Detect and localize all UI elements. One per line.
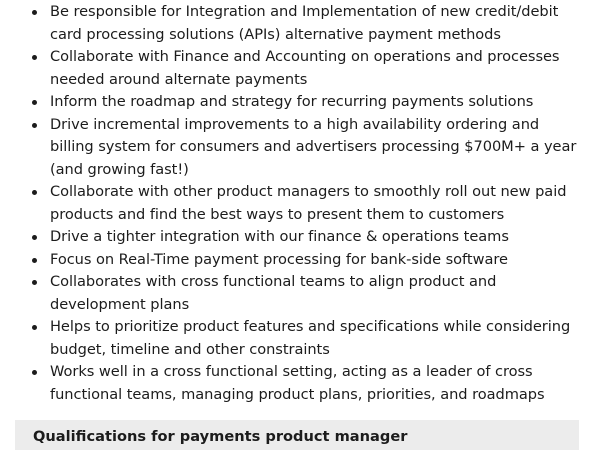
list-item-text: Focus on Real-Time payment processing for bank-side software	[50, 250, 508, 268]
list-item	[32, 316, 582, 361]
list-item-text: Helps to prioritize product features and specifications while considering budget, timeline and other constraints	[50, 318, 571, 358]
bullet-icon	[32, 325, 37, 330]
bullet-icon	[32, 370, 37, 375]
bullet-icon	[32, 55, 37, 60]
qualifications-section-header	[15, 420, 579, 450]
list-item	[32, 46, 582, 91]
list-item-text: Works well in a cross functional setting, acting as a leader of cross functional teams, managing product plans, priorities, and roadmaps	[50, 363, 545, 403]
qualifications-heading: Qualifications for payments product manager	[33, 428, 408, 445]
bullet-icon	[32, 123, 37, 128]
list-item-text: Drive a tighter integration with our finance & operations teams	[50, 228, 509, 245]
bullet-icon	[32, 258, 37, 263]
list-item	[32, 249, 582, 272]
list-item	[32, 361, 582, 406]
list-item-text: Collaborate with Finance and Accounting on operations and processes needed around alternate payments	[50, 48, 560, 88]
list-item-text: Collaborates with cross functional teams to align product and development plans	[50, 273, 497, 313]
list-item	[32, 91, 582, 114]
bullet-icon	[32, 280, 37, 285]
bullet-icon	[32, 190, 37, 195]
bullet-icon	[32, 235, 37, 240]
list-item	[32, 1, 582, 46]
bullet-icon	[32, 10, 37, 15]
responsibilities-list	[32, 1, 582, 406]
bullet-icon	[32, 100, 37, 105]
list-item	[32, 226, 582, 249]
list-item	[32, 181, 582, 226]
list-item-text: Inform the roadmap and strategy for recurring payments solutions	[50, 93, 534, 110]
list-item	[32, 271, 582, 316]
list-item	[32, 114, 582, 182]
list-item-text: Be responsible for Integration and Implementation of new credit/debit card processing solutions (APIs) alternative payment methods	[50, 3, 559, 43]
list-item-text: Collaborate with other product managers to smoothly roll out new paid products and find the best ways to present them to customers	[50, 183, 567, 223]
list-item-text: Drive incremental improvements to a high availability ordering and billing system for consumers and advertisers processing $700M+ a year (and growing fast!)	[50, 115, 577, 178]
